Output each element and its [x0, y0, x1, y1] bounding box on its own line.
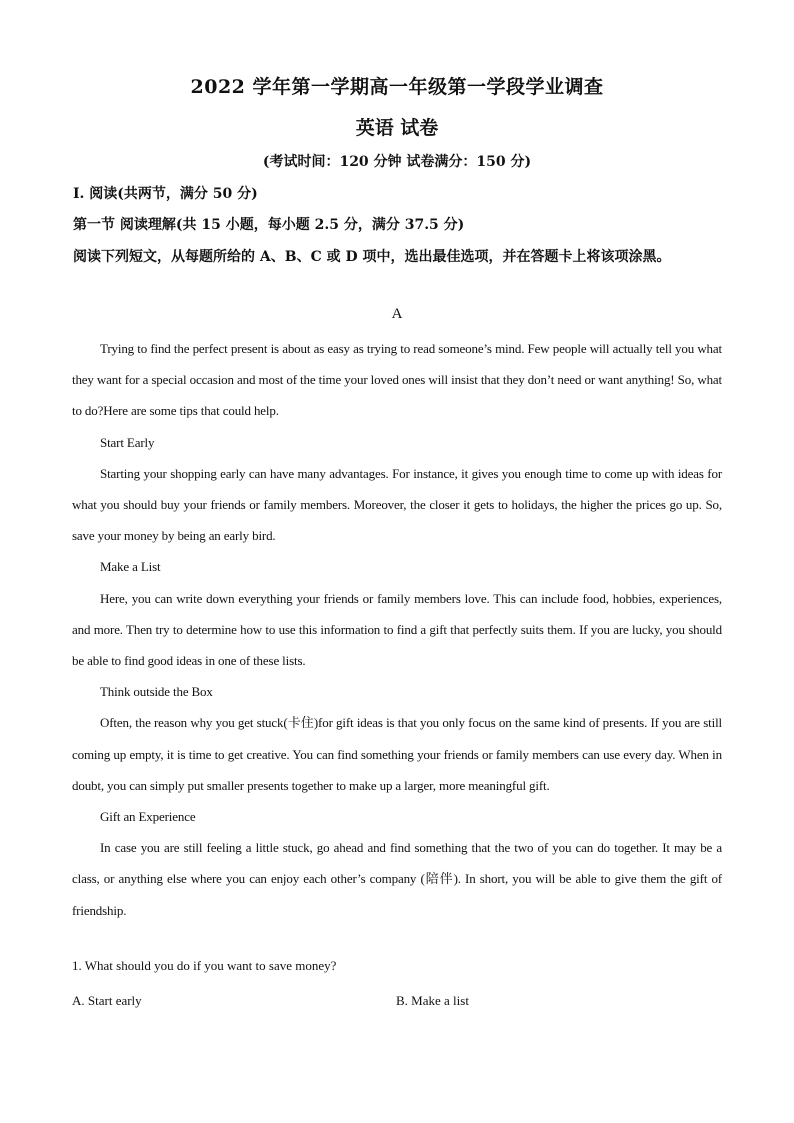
passage-paragraph: Often, the reason why you get stuck(卡住)for gift ideas is that you only focus on the same kind of presents. If you are still coming up empty, it is time to get creative. You can find something your friends or family members can use every day. When in doubt, you can simply put smaller presents together to make up a larger, more meaningful gift. [72, 715, 722, 793]
passage-paragraph: Trying to find the perfect present is about as easy as trying to read someone’s mind. Few people will actually tell you what they want for a special occasion and most of the time your loved ones will insist that they don’t need or want anything! So, what to do?Here are some tips that could help. [72, 341, 722, 419]
subsection-title: 第一节 阅读理解(共 15 小题，每小题 2.5 分，满分 37.5 分) [73, 217, 465, 233]
option-b: B. Make a list [396, 993, 469, 1008]
passage-letter: A [391, 306, 403, 322]
passage-heading: Make a List [100, 559, 161, 575]
passage-heading: Start Early [100, 434, 155, 450]
passage-paragraph: In case you are still feeling a little stuck, go ahead and find something that the two of you can do together. It may be a class, or anything else where you can enjoy each other’s company (陪伴). In short, you will be able to give them the gift of friendship. [72, 840, 722, 918]
exam-subject: 英语 试卷 [355, 117, 439, 139]
option-a: A. Start early [72, 993, 142, 1008]
instructions: 阅读下列短文，从每题所给的 A、B、C 或 D 项中，选出最佳选项，并在答题卡上将该项涂黑。 [73, 249, 671, 265]
exam-title: 2022 学年第一学期高一年级第一学段学业调查 [190, 76, 604, 98]
passage-heading: Gift an Experience [100, 809, 196, 825]
question-1: 1. What should you do if you want to save money? [72, 958, 337, 973]
part-title: I. 阅读(共两节，满分 50 分) [73, 186, 258, 202]
passage-paragraph: Starting your shopping early can have many advantages. For instance, it gives you enough time to come up with ideas for what you should buy your friends or family members. Moreover, the closer it gets to holidays, the higher the prices go up. So, save your money by being an early bird. [72, 465, 722, 544]
exam-time-note: (考试时间：120 分钟 试卷满分：150 分) [262, 154, 532, 170]
passage-paragraph: Here, you can write down everything your friends or family members love. This can include food, hobbies, experiences, and more. Then try to determine how to use this information to find a gift that perfectly suits them. If you are lucky, you should be able to find good ideas in one of these lists. [72, 590, 722, 669]
passage-heading: Think outside the Box [100, 684, 213, 700]
passage-body [72, 333, 722, 926]
